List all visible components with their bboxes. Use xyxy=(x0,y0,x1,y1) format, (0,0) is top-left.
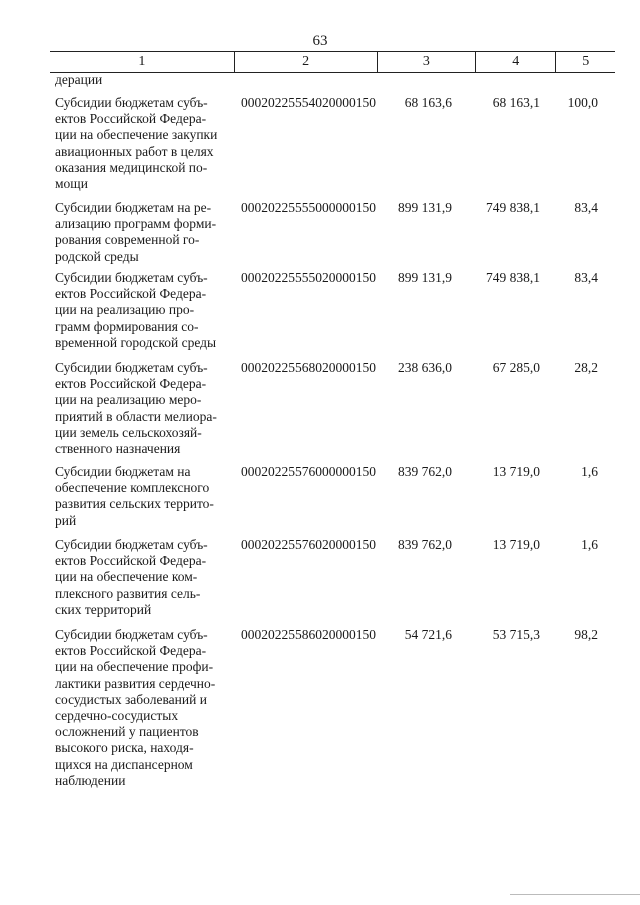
row-name-line: обеспечение комплексного xyxy=(55,480,210,496)
row-name xyxy=(55,200,228,265)
row-code: 00020225576000000150 xyxy=(241,464,376,479)
row-name-line: ции на обеспечение профи- xyxy=(55,659,214,675)
row-value-col4: 67 285,0 xyxy=(492,360,540,375)
row-code: 00020225555000000150 xyxy=(241,200,376,215)
page-corner-line xyxy=(510,894,640,905)
row-name xyxy=(55,360,228,457)
row-value-col4: 68 163,1 xyxy=(492,95,540,110)
row-value-col5: 1,6 xyxy=(581,537,598,552)
row-name-line: ектов Российской Федера- xyxy=(55,553,207,569)
page-number: 63 xyxy=(312,33,328,49)
row-name-line: Субсидии бюджетам субъ- xyxy=(55,360,208,375)
continuation-text: дерации xyxy=(55,72,103,87)
row-name-line: рования современной го- xyxy=(55,232,200,248)
row-value-col3: 839 762,0 xyxy=(398,464,452,479)
table-header xyxy=(50,51,615,73)
row-value-col5: 98,2 xyxy=(574,627,598,642)
row-code: 00020225555020000150 xyxy=(241,270,376,285)
row-name-line: ализацию программ форми- xyxy=(55,216,217,232)
row-name-line: ции на обеспечение закупки xyxy=(55,127,218,143)
row-value-col3: 68 163,6 xyxy=(404,95,452,110)
row-name-line: ектов Российской Федера- xyxy=(55,286,207,302)
row-name-line: ектов Российской Федера- xyxy=(55,643,207,659)
row-name-line: ции на обеспечение ком- xyxy=(55,569,198,585)
row-value-col4: 749 838,1 xyxy=(486,200,540,215)
row-name-line: осложнений у пациентов xyxy=(55,724,199,740)
row-name-line: наблюдении xyxy=(55,772,126,788)
row-name xyxy=(55,537,228,618)
row-name-line: приятий в области мелиора- xyxy=(55,408,217,424)
row-name xyxy=(55,464,228,529)
row-name-line: родской среды xyxy=(55,248,139,264)
row-name-line: плексного развития сель- xyxy=(55,585,201,601)
column-header-1: 1 xyxy=(50,52,235,72)
row-value-col5: 83,4 xyxy=(574,200,598,215)
row-value-col4: 13 719,0 xyxy=(492,464,540,479)
row-value-col5: 100,0 xyxy=(567,95,598,110)
row-name-line: сосудистых заболеваний и xyxy=(55,691,207,707)
row-code: 00020225554020000150 xyxy=(241,95,376,110)
row-name-line: сердечно-сосудистых xyxy=(55,708,179,724)
row-name-line: рий xyxy=(55,512,77,528)
row-name-line: Субсидии бюджетам субъ- xyxy=(55,95,208,110)
row-code: 00020225586020000150 xyxy=(241,627,376,642)
row-value-col5: 1,6 xyxy=(581,464,598,479)
row-name xyxy=(55,270,228,351)
column-header-3: 3 xyxy=(378,52,476,72)
row-value-col5: 28,2 xyxy=(574,360,598,375)
row-name-line: Субсидии бюджетам субъ- xyxy=(55,537,208,552)
row-name xyxy=(55,627,228,789)
row-name-line: Субсидии бюджетам на ре- xyxy=(55,200,212,215)
row-name-line: развития сельских террито- xyxy=(55,496,214,512)
row-value-col4: 53 715,3 xyxy=(492,627,540,642)
row-name-line: оказания медицинской по- xyxy=(55,159,208,175)
row-name xyxy=(55,95,228,192)
row-name-line: авиационных работ в целях xyxy=(55,143,214,159)
row-name-line: ственного назначения xyxy=(55,441,181,457)
row-name-line: лактики развития сердечно- xyxy=(55,675,216,691)
column-header-4: 4 xyxy=(476,52,556,72)
row-name-line: Субсидии бюджетам на xyxy=(55,464,191,479)
row-name-line: ции на реализацию меро- xyxy=(55,392,202,408)
row-name-line: ции земель сельскохозяй- xyxy=(55,424,202,440)
row-name-line: высокого риска, находя- xyxy=(55,740,194,756)
row-value-col4: 749 838,1 xyxy=(486,270,540,285)
row-name-line: ции на реализацию про- xyxy=(55,302,195,318)
column-header-2: 2 xyxy=(235,52,378,72)
row-code: 00020225576020000150 xyxy=(241,537,376,552)
row-value-col5: 83,4 xyxy=(574,270,598,285)
row-name-line: мощи xyxy=(55,176,88,192)
row-name-line: Субсидии бюджетам субъ- xyxy=(55,270,208,285)
row-value-col3: 54 721,6 xyxy=(404,627,452,642)
row-name-line: ектов Российской Федера- xyxy=(55,376,207,392)
row-name-line: временной городской среды xyxy=(55,334,217,350)
row-value-col4: 13 719,0 xyxy=(492,537,540,552)
row-code: 00020225568020000150 xyxy=(241,360,376,375)
row-value-col3: 899 131,9 xyxy=(398,270,452,285)
row-name-line: щихся на диспансерном xyxy=(55,756,193,772)
row-name-line: ских территорий xyxy=(55,601,152,617)
row-value-col3: 899 131,9 xyxy=(398,200,452,215)
column-header-5: 5 xyxy=(582,54,590,69)
row-name-line: ектов Российской Федера- xyxy=(55,111,207,127)
row-value-col3: 839 762,0 xyxy=(398,537,452,552)
row-name-line: грамм формирования со- xyxy=(55,318,199,334)
row-name-line: Субсидии бюджетам субъ- xyxy=(55,627,208,642)
row-value-col3: 238 636,0 xyxy=(398,360,452,375)
